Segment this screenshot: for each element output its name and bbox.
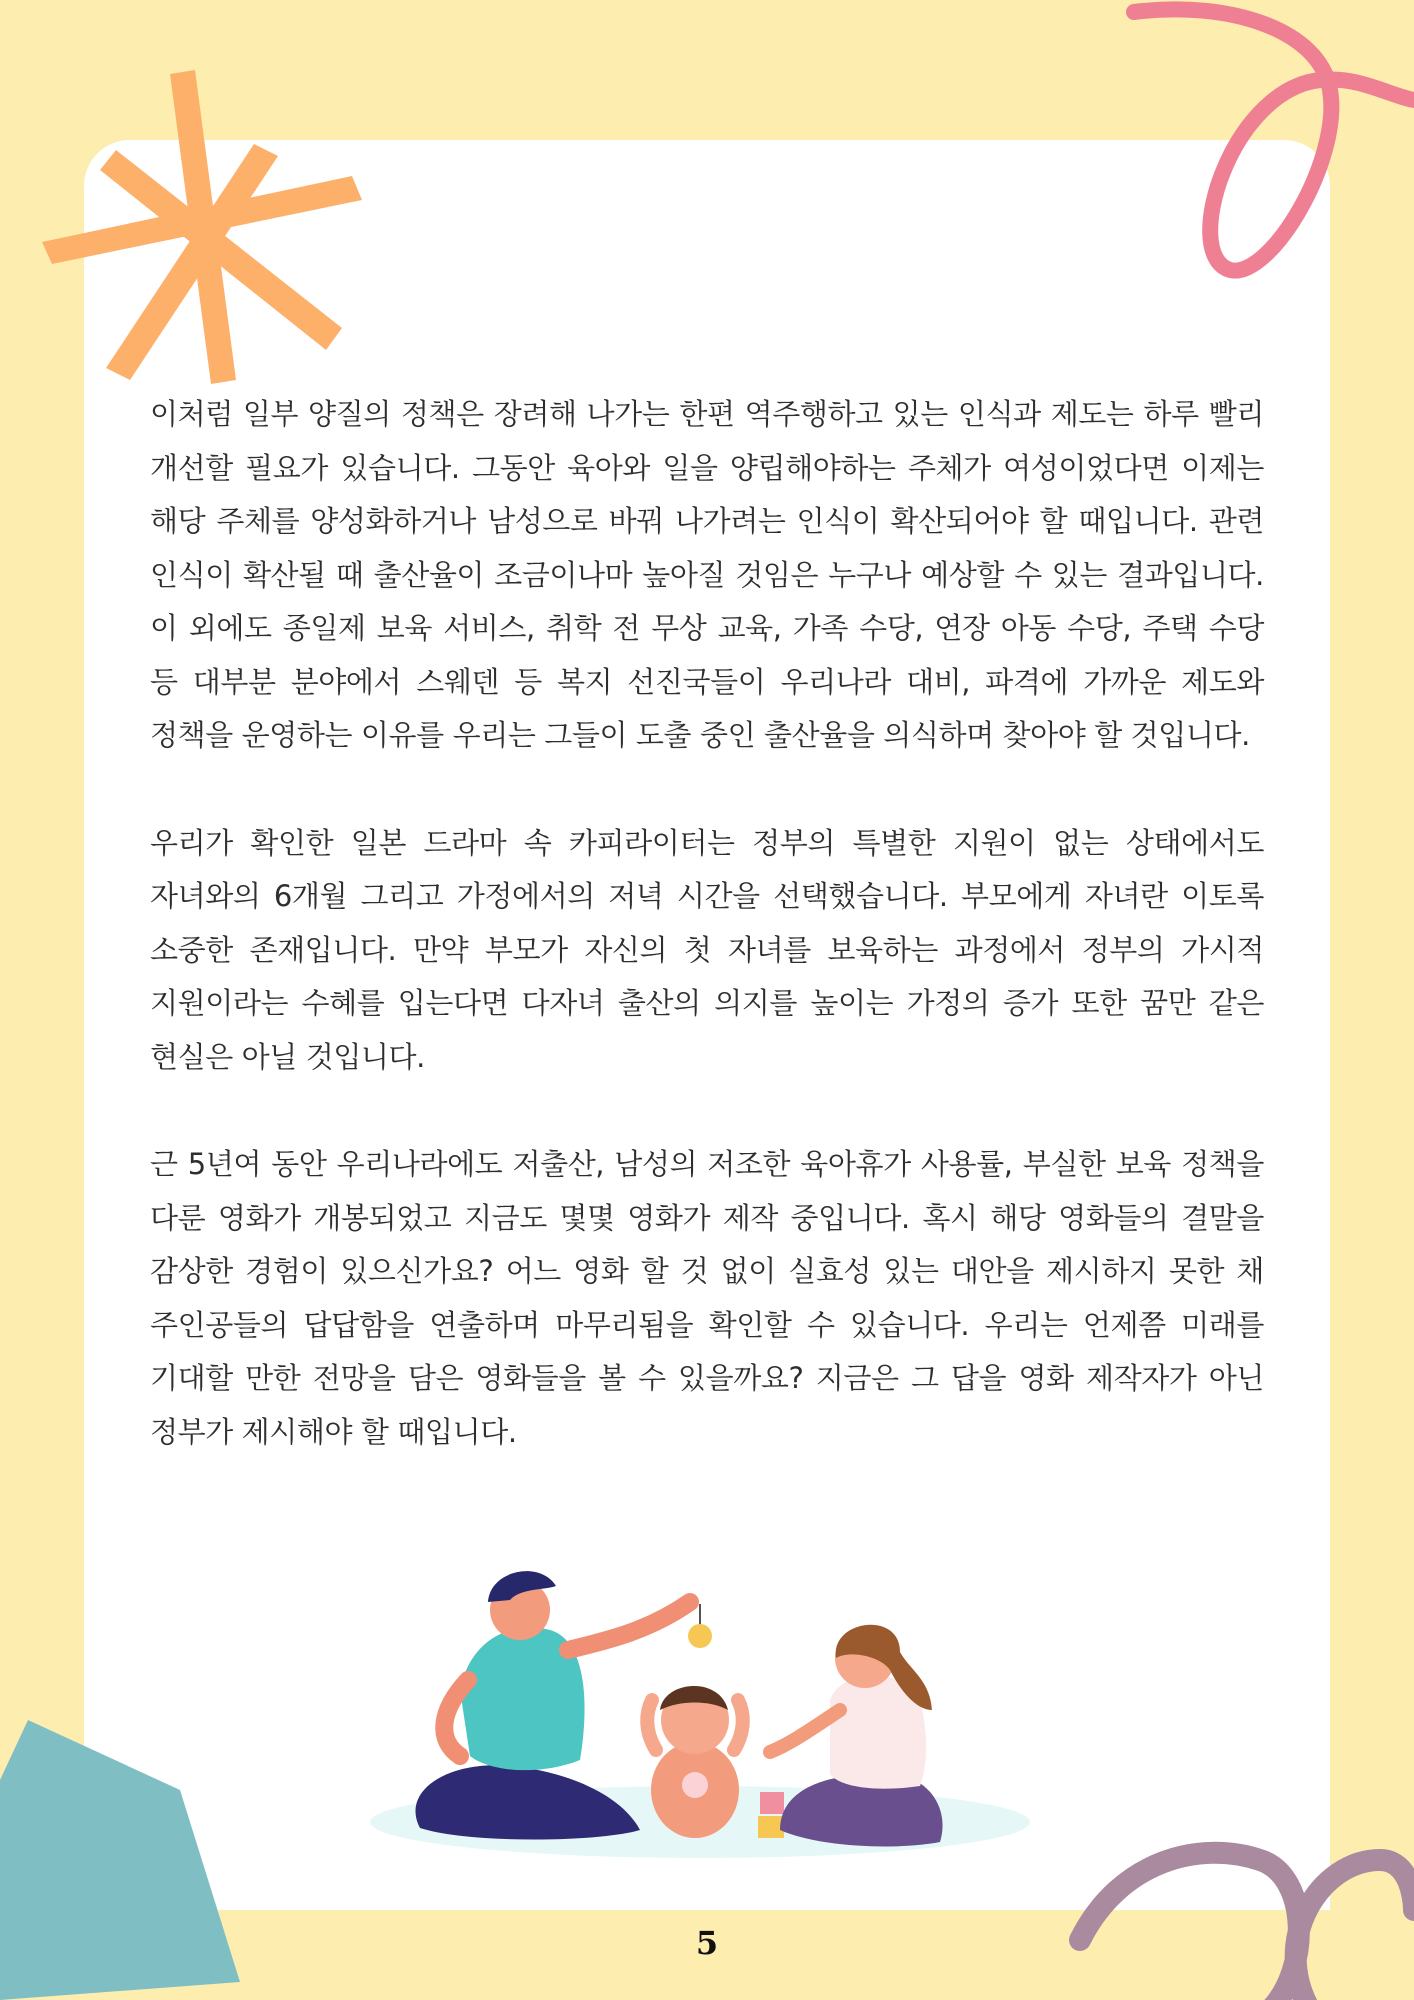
- page-number: 5: [695, 1924, 719, 1962]
- article-body: [150, 388, 1264, 1513]
- purple-swirl-decoration: [1060, 1820, 1414, 2000]
- paragraph-2: 우리가 확인한 일본 드라마 속 카피라이터는 정부의 특별한 지원이 없는 상태에서도 자녀와의 6개월 그리고 가정에서의 저녁 시간을 선택했습니다. 부모에게 자녀란 이토록 소중한 존재입니다. 만약 부모가 자신의 첫 자녀를 보육하는 과정에서 정부의 가시적 지원이라는 수혜를 입는다면 다자녀 출산의 의지를 높이는 가정의 증가 또한 꿈만 같은 현실은 아닐 것입니다.: [150, 825, 1264, 1074]
- mother-figure: [770, 1625, 943, 1847]
- pink-swirl-decoration: [1120, 0, 1414, 300]
- paragraph-3: 근 5년여 동안 우리나라에도 저출산, 남성의 저조한 육아휴가 사용률, 부실한 보육 정책을 다룬 영화가 개봉되었고 지금도 몇몇 영화가 제작 중입니다. 혹시 해당 영화들의 결말을 감상한 경험이 있으신가요? 어느 영화 할 것 없이 실효성 있는 대안을 제시하지 못한 채 주인공들의 답답함을 연출하며 마무리됨을 확인할 수 있습니다. 우리는 언제쯤 미래를 기대할 만한 전망을 담은 영화들을 볼 수 있을까요? 지금은 그 답을 영화 제작자가 아닌 정부가 제시해야 할 때입니다.: [150, 1147, 1264, 1449]
- paragraph-1: 이처럼 일부 양질의 정책은 장려해 나가는 한편 역주행하고 있는 인식과 제도는 하루 빨리 개선할 필요가 있습니다. 그동안 육아와 일을 양립해야하는 주체가 여성이었다면 이제는 해당 주체를 양성화하거나 남성으로 바꿔 나가려는 인식이 확산되어야 할 때입니다. 관련 인식이 확산될 때 출산율이 조금이나마 높아질 것임은 누구나 예상할 수 있는 결과입니다. 이 외에도 종일제 보육 서비스, 취학 전 무상 교육, 가족 수당, 연장 아동 수당, 주택 수당 등 대부분 분야에서 스웨덴 등 복지 선진국들이 우리나라 대비, 파격에 가까운 제도와 정책을 운영하는 이유를 우리는 그들이 도출 중인 출산율을 의식하며 찾아야 할 것입니다.: [150, 397, 1264, 752]
- asterisk-decoration: [20, 60, 380, 400]
- family-illustration: [360, 1560, 1040, 1860]
